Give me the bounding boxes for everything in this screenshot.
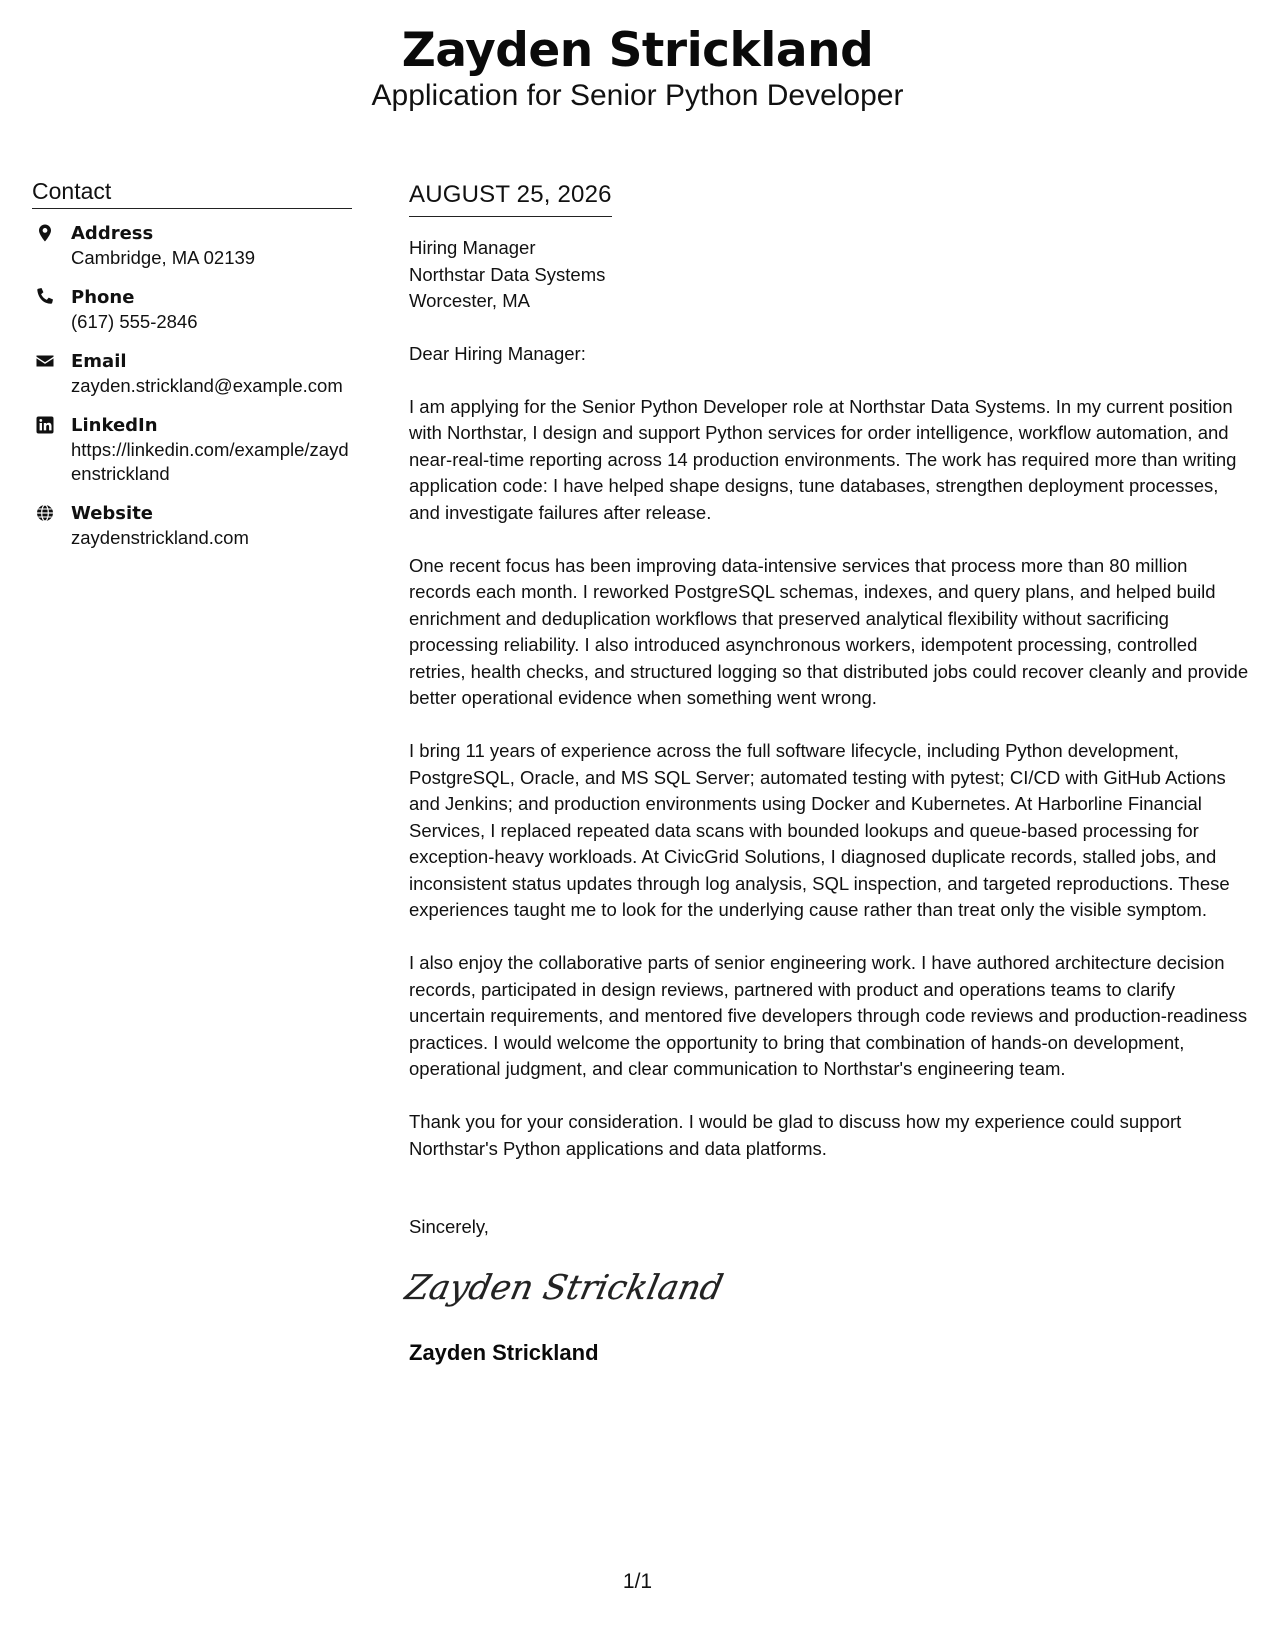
contact-label: Phone — [71, 287, 135, 308]
letter-paragraph: I bring 11 years of experience across the full software lifecycle, including Python development, PostgreSQL, Oracle, and MS SQL Server; automated testing with pytest; CI/CD with GitHub Actions and Jenkins; and production environments using Docker and Kubernetes. At Harborline Financial Services, I replaced repeated data scans with bounded lookups and queue-based processing for exception-heavy workloads. At CivicGrid Solutions, I diagnosed duplicate records, stalled jobs, and inconsistent status updates through log analysis, SQL inspection, and targeted reproductions. These experiences taught me to look for the underlying cause rather than treat only the visible symptom. — [409, 740, 1230, 920]
signer-name: Zayden Strickland — [409, 1339, 599, 1365]
letter-paragraph: Thank you for your consideration. I would be glad to discuss how my experience could support Northstar's Python applications and data platforms. — [409, 1111, 1182, 1159]
application-subtitle: Application for Senior Python Developer — [371, 79, 904, 112]
contact-phone — [32, 285, 352, 334]
letter-date: AUGUST 25, 2026 — [409, 178, 612, 217]
page-number: 1/1 — [622, 1570, 653, 1593]
contact-value[interactable]: https://linkedin.com/example/zaydenstrickland — [71, 439, 349, 484]
contact-value: zayden.strickland@example.com — [71, 375, 343, 396]
contact-label: Address — [71, 223, 154, 244]
phone-icon — [35, 287, 55, 307]
applicant-name: Zayden Strickland — [401, 23, 874, 78]
map-pin-icon — [35, 223, 55, 243]
contact-sidebar — [32, 176, 352, 565]
letter-paragraph: One recent focus has been improving data-intensive services that process more than 80 million records each month. I reworked PostgreSQL schemas, indexes, and query plans, and helped build enrichment and deduplication workflows that preserved analytical flexibility without sacrificing processing reliability. I also introduced asynchronous workers, idempotent processing, controlled retries, health checks, and structured logging so that distributed jobs could recover cleanly and provide better operational evidence when something went wrong. — [409, 554, 1249, 708]
contact-value: (617) 555-2846 — [71, 311, 198, 332]
salutation: Dear Hiring Manager: — [409, 342, 586, 364]
contact-linkedin — [32, 413, 352, 486]
contact-value: Cambridge, MA 02139 — [71, 247, 256, 268]
contact-label: Website — [71, 503, 154, 524]
contact-label: Email — [71, 351, 127, 372]
recipient-line: Worcester, MA — [409, 290, 530, 311]
recipient-block — [409, 235, 1254, 315]
svg-text:Zayden Strickland: Zayden Strickland — [401, 1267, 727, 1308]
contact-email — [32, 349, 352, 398]
contact-website — [32, 501, 352, 550]
recipient-line: Northstar Data Systems — [409, 263, 606, 285]
handwritten-signature — [401, 1265, 1254, 1311]
envelope-icon — [35, 351, 55, 371]
letter-paragraph: I also enjoy the collaborative parts of senior engineering work. I have authored architecture decision records, participated in design reviews, partnered with product and operations teams to clarify uncertain requirements, and mentored five developers through code reviews and production-readiness practices. I would welcome the opportunity to bring that combination of hands-on development, operational judgment, and clear communication to Northstar's engineering team. — [409, 952, 1248, 1079]
letter-body — [401, 178, 1254, 1367]
contact-heading: Contact — [32, 176, 352, 209]
letter-paragraph: I am applying for the Senior Python Developer role at Northstar Data Systems. In my current position with Northstar, I design and support Python services for order intelligence, workflow automation, and near-real-time reporting across 14 production environments. The work has required more than writing application code: I have helped shape designs, tune databases, strengthen deployment processes, and investigate failures after release. — [409, 395, 1237, 523]
recipient-line: Hiring Manager — [409, 237, 536, 258]
contact-value[interactable]: zaydenstrickland.com — [71, 527, 249, 548]
closing: Sincerely, — [409, 1216, 489, 1237]
letter-header — [0, 22, 1275, 114]
contact-address — [32, 221, 352, 270]
contact-label: LinkedIn — [71, 415, 158, 436]
globe-icon — [35, 503, 55, 523]
linkedin-icon — [35, 415, 55, 435]
